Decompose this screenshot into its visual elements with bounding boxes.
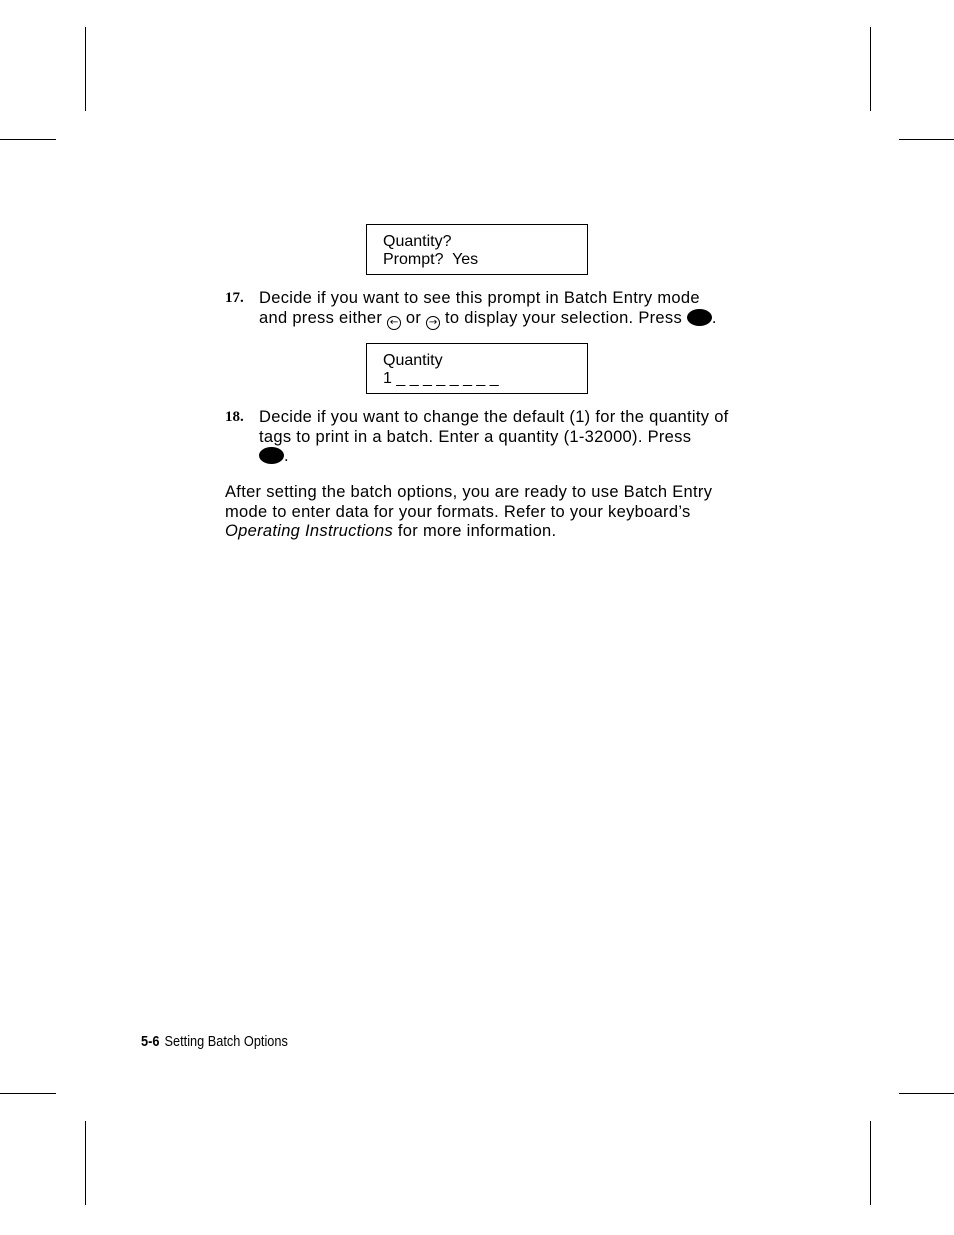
step-17 xyxy=(225,289,795,330)
lcd-line-1: Quantity xyxy=(383,352,443,369)
crop-mark xyxy=(85,27,86,111)
enter-key-icon xyxy=(687,309,712,326)
step-text-segment: or xyxy=(405,308,422,327)
page-number: 5-6 xyxy=(141,1033,160,1050)
page-footer xyxy=(141,1033,288,1050)
step-text xyxy=(259,408,795,467)
crop-mark xyxy=(899,1093,954,1094)
crop-mark xyxy=(0,1093,56,1094)
step-number: 18. xyxy=(225,409,244,425)
lcd-display-quantity xyxy=(366,343,588,394)
step-text-segment: to display your selection. Press xyxy=(444,308,683,327)
closing-paragraph xyxy=(225,483,795,542)
enter-key-icon xyxy=(259,447,284,464)
step-18 xyxy=(225,408,795,467)
step-text-line: tags to print in a batch. Enter a quantity (1-32000). Press xyxy=(259,427,692,446)
paragraph-segment: for more information. xyxy=(393,522,557,540)
document-reference: Operating Instructions xyxy=(225,522,394,540)
paragraph-line: After setting the batch options, you are ready to use Batch Entry xyxy=(225,483,713,501)
lcd-line-1: Quantity? xyxy=(383,233,452,250)
step-number: 17. xyxy=(225,290,244,306)
step-text-segment: . xyxy=(711,308,717,327)
step-text-line: Decide if you want to change the default (1) for the quantity of xyxy=(259,408,729,426)
section-title: Setting Batch Options xyxy=(164,1033,288,1050)
lcd-line-2: Prompt? Yes xyxy=(383,251,479,268)
crop-mark xyxy=(899,139,954,140)
crop-mark xyxy=(870,27,871,111)
crop-mark xyxy=(870,1121,871,1205)
crop-mark xyxy=(0,139,56,140)
lcd-line-2: 1 _ _ _ _ _ _ _ _ xyxy=(383,370,499,387)
paragraph-line: mode to enter data for your formats. Refer to your keyboard’s xyxy=(225,502,691,521)
lcd-display-quantity-prompt xyxy=(366,224,588,275)
left-arrow-key-icon: ← xyxy=(387,316,401,330)
right-arrow-key-icon: → xyxy=(426,316,440,330)
step-text-segment: . xyxy=(284,447,289,465)
step-text-segment: and press either xyxy=(259,308,383,327)
crop-mark xyxy=(85,1121,86,1205)
step-text xyxy=(259,289,795,330)
step-text-line: Decide if you want to see this prompt in Batch Entry mode xyxy=(259,289,700,307)
